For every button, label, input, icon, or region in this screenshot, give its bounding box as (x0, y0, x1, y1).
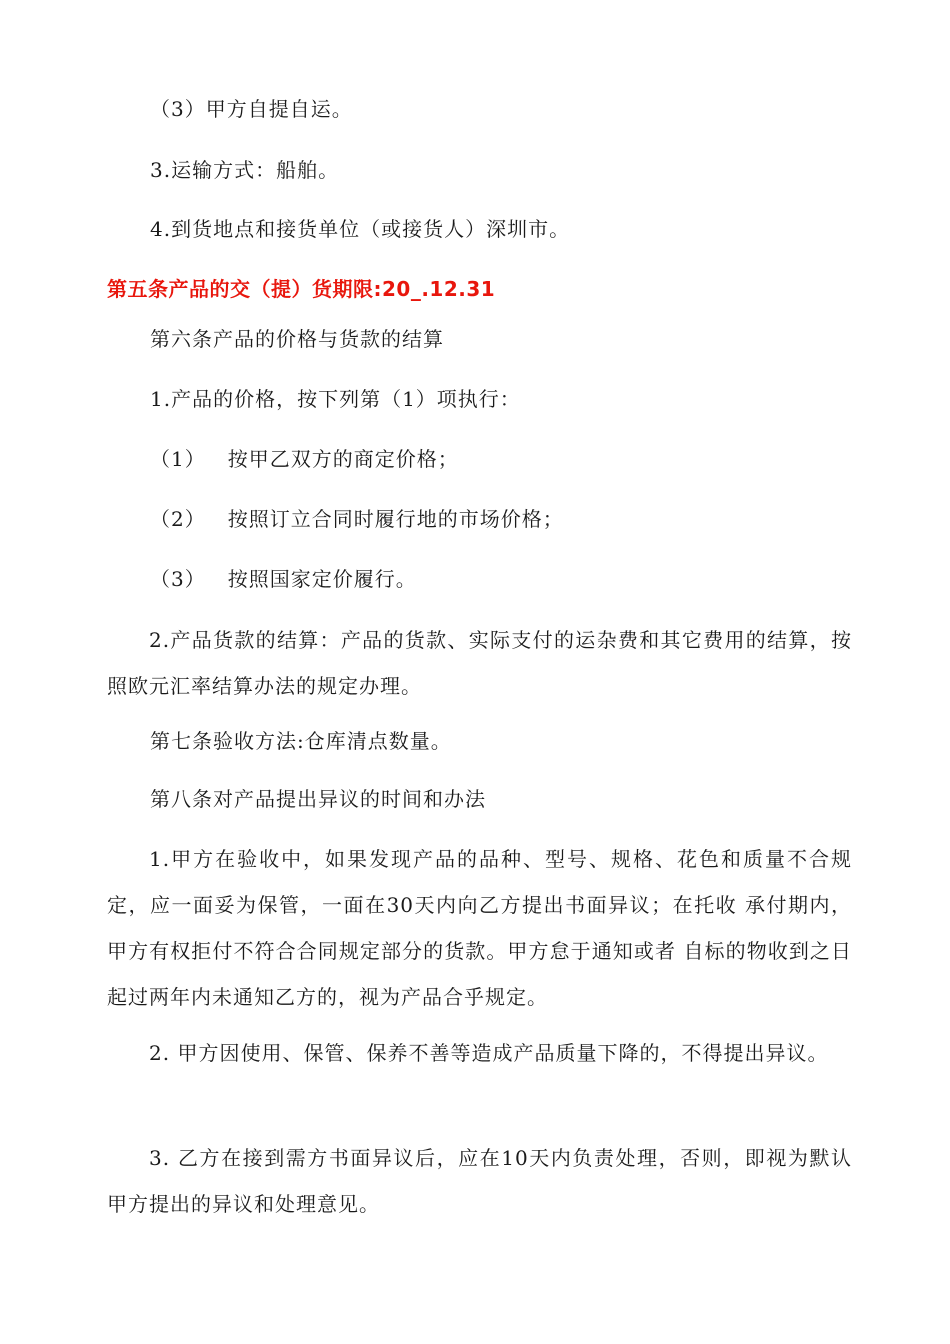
price-option-3-number: （3） (150, 567, 206, 591)
price-option-3-text: 按照国家定价履行。 (227, 567, 417, 591)
price-option-1 (150, 444, 459, 474)
price-option-1-number: （1） (150, 447, 206, 471)
article-5-heading: 第五条产品的交（提）货期限:20_.12.31 (107, 277, 496, 301)
settlement-paragraph: 2.产品货款的结算：产品的货款、实际支付的运杂费和其它费用的结算，按照欧元汇率结算办法的规定办理。 (107, 628, 852, 698)
article-8-heading: 第八条对产品提出异议的时间和办法 (150, 787, 486, 811)
objection-paragraph-1: 1.甲方在验收中，如果发现产品的品种、型号、规格、花色和质量不合规定，应一面妥为保管，一面在30天内向乙方提出书面异议；在托收 承付期内，甲方有权拒付不符合合同规定部分的货款。甲方怠于通知或者 自标的物收到之日起过两年内未通知乙方的，视为产品合乎规定。 (107, 847, 852, 1009)
price-option-3 (150, 564, 417, 594)
delivery-location: 4.到货地点和接货单位（或接货人）深圳市。 (150, 217, 571, 241)
article-7-heading: 第七条验收方法:仓库清点数量。 (150, 729, 452, 753)
price-option-2-text: 按照订立合同时履行地的市场价格； (227, 507, 564, 531)
price-clause: 1.产品的价格，按下列第（1）项执行： (150, 387, 521, 411)
delivery-option-3: （3）甲方自提自运。 (150, 97, 353, 121)
objection-paragraph-2: 2. 甲方因使用、保管、保养不善等造成产品质量下降的，不得提出异议。 (149, 1041, 829, 1065)
article-6-heading: 第六条产品的价格与货款的结算 (150, 327, 444, 351)
objection-paragraph-3: 3. 乙方在接到需方书面异议后，应在10天内负责处理，否则，即视为默认甲方提出的异议和处理意见。 (107, 1146, 852, 1216)
price-option-2 (150, 504, 564, 534)
price-option-1-text: 按甲乙双方的商定价格； (227, 447, 459, 471)
price-option-2-number: （2） (150, 507, 206, 531)
transport-method: 3.运输方式：船舶。 (150, 158, 340, 182)
